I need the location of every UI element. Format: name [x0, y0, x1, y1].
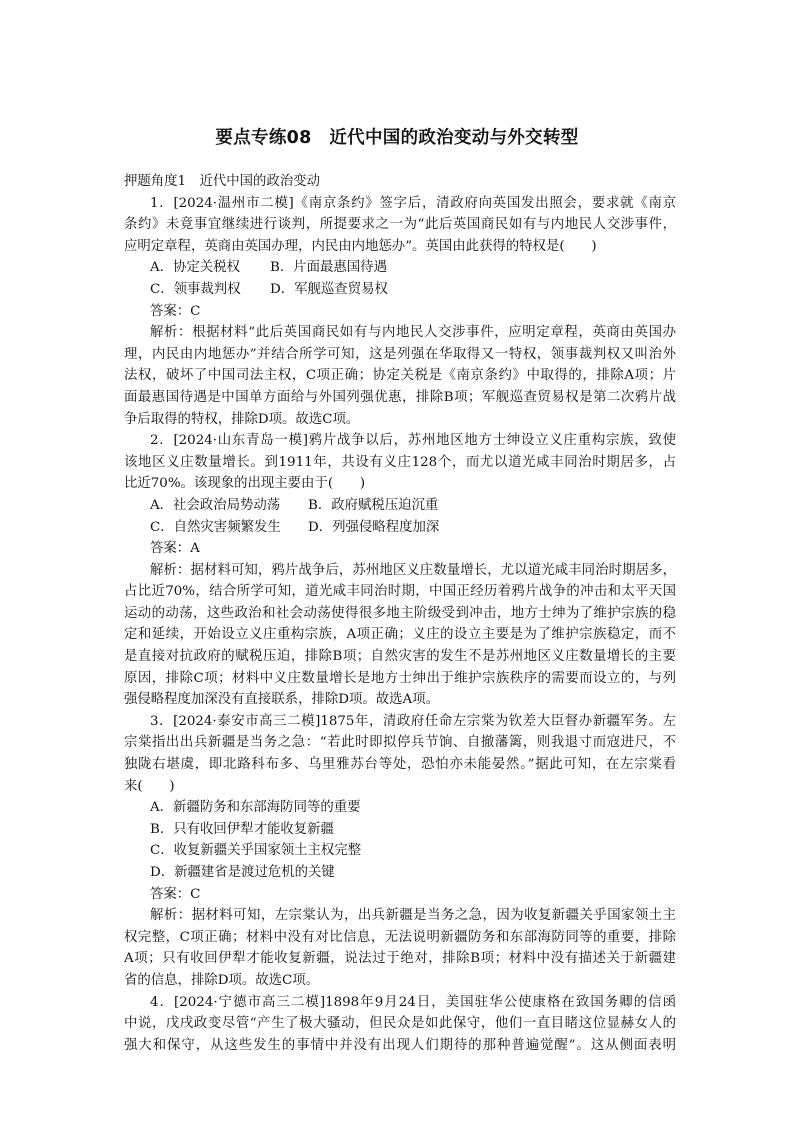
analysis-line: 争后取得的特权，排除D项。故选C项。: [124, 411, 360, 427]
option-row: [124, 257, 676, 279]
question-3: [124, 711, 676, 992]
question-stem-line: 独陇右堪虞，即北路科布多、乌里雅苏台等处，恐怕亦未能晏然。”据此可知，在左宗棠看: [124, 757, 676, 773]
option-d: D．军舰巡查贸易权: [270, 281, 388, 297]
answer: 答案：A: [150, 541, 200, 557]
analysis-line: 原因，排除C项；材料中义庄数量增长是地方士绅出于维护宗族秩序的需要而设立的，与列: [124, 670, 676, 686]
question-stem-line: 该地区义庄数量增长。到1911年，共设有义庄128个，而尤以道光咸丰同治时期居多，占: [124, 454, 676, 470]
option-c: C．收复新疆关乎国家领土主权完整: [150, 843, 362, 859]
option-c: C．自然灾害频繁发生: [150, 519, 281, 535]
option-c: C．领事裁判权: [150, 281, 241, 297]
question-stem-line: 强大和保守，从这些发生的事情中并没有出现人们期待的那种普遍觉醒”。这从侧面表明: [124, 1037, 676, 1053]
question-stem-line: 2．[2024·山东青岛一模]鸦片战争以后，苏州地区地方士绅设立义庄重构宗族，致使: [150, 433, 676, 449]
analysis-line: 强侵略程度加深没有直接联系，排除D项。故选A项。: [124, 692, 439, 708]
analysis-line: 解析：据材料可知，鸦片战争后，苏州地区义庄数量增长，尤以道光咸丰同治时期居多，: [150, 562, 676, 578]
question-stem-line: 宗棠指出出兵新疆是当务之急：“若此时即拟停兵节饷、自撤藩篱，则我退寸而寇进尺，不: [124, 735, 676, 751]
option-b: B．政府赋税压迫沉重: [308, 497, 439, 513]
analysis-line: 是直接对抗政府的赋税压迫，排除B项；自然灾害的发生不是苏州地区义庄数量增长的主要: [124, 649, 676, 665]
analysis-line: 解析：根据材料“此后英国商民如有与内地民人交涉事件，应明定章程，英商由英国办: [150, 325, 676, 341]
question-stem-line: 中说，戊戌政变尽管“产生了极大骚动，但民众是如此保守，他们一直目睹这位显赫女人的: [124, 1016, 676, 1032]
analysis-line: 权完整，C项正确；材料中没有对比信息，无法说明新疆防务和东部海防同等的重要，排除: [124, 929, 676, 945]
analysis-line: 占比近70%，结合所学可知，道光咸丰同治时期，中国正经历着鸦片战争的冲击和太平天国: [124, 584, 676, 600]
answer: 答案：C: [150, 886, 201, 902]
question-stem-line: 3．[2024·泰安市高三二模]1875年，清政府任命左宗棠为钦差大臣督办新疆军务。左: [150, 713, 676, 729]
analysis-line: 理，内民由内地惩办”并结合所学可知，这是列强在华取得又一特权，领事裁判权又叫治外: [124, 346, 676, 362]
option-a: A．新疆防务和东部海防同等的重要: [150, 800, 361, 816]
question-stem-line: 1．[2024·温州市二模]《南京条约》签字后，清政府向英国发出照会，要求就《南京: [150, 195, 676, 211]
option-row: [124, 495, 676, 517]
analysis-line: A项；只有收回伊犁才能收复新疆，说法过于绝对，排除B项；材料中没有描述关于新疆建: [124, 951, 676, 967]
content: [124, 171, 676, 1056]
question-stem-line: 比近70%。该现象的出现主要由于( ): [124, 476, 366, 492]
analysis-line: 省的信息，排除D项。故选C项。: [124, 972, 320, 988]
option-b: B．片面最惠国待遇: [270, 260, 387, 276]
option-b: B．只有收回伊犁才能收复新疆: [150, 821, 334, 837]
option-row: [124, 517, 676, 539]
analysis-line: 运动的动荡，这些政治和社会动荡使得很多地主阶级受到冲击，地方士绅为了维护宗族的稳: [124, 605, 676, 621]
section-heading: 押题角度1 近代中国的政治变动: [124, 174, 320, 189]
analysis-line: 面最惠国待遇是中国单方面给与外国列强优惠，排除B项；军舰巡查贸易权是第二次鸦片战: [124, 389, 676, 405]
question-1: [124, 193, 676, 431]
question-stem-line: 4．[2024·宁德市高三二模]1898年9月24日，美国驻华公使康格在致国务卿的信函: [150, 994, 676, 1010]
option-d: D．列强侵略程度加深: [308, 519, 440, 535]
question-stem-line: 应明定章程，英商由英国办理，内民由内地惩办”。英国由此获得的特权是( ): [124, 238, 597, 254]
option-row: [124, 279, 676, 301]
question-2: [124, 430, 676, 711]
question-4: [124, 992, 676, 1057]
analysis-line: 定和延续，开始设立义庄重构宗族，A项正确；义庄的设立主要是为了维护宗族稳定，而不: [124, 627, 676, 643]
option-a: A．社会政治局势动荡: [150, 497, 281, 513]
question-stem-line: 条约》未竟事宜继续进行谈判，所提要求之一为“此后英国商民如有与内地民人交涉事件，: [124, 217, 676, 233]
analysis-line: 法权，破坏了中国司法主权，C项正确；协定关税是《南京条约》中取得的，排除A项；片: [124, 368, 676, 384]
page-title: 要点专练08 近代中国的政治变动与外交转型: [215, 128, 579, 148]
analysis-line: 解析：据材料可知，左宗棠认为，出兵新疆是当务之急，因为收复新疆关乎国家领土主: [150, 908, 676, 924]
option-a: A．协定关税权: [150, 260, 241, 276]
question-stem-line: 来( ): [124, 778, 175, 794]
option-d: D．新疆建省是渡过危机的关键: [150, 865, 335, 880]
answer: 答案：C: [150, 303, 201, 319]
